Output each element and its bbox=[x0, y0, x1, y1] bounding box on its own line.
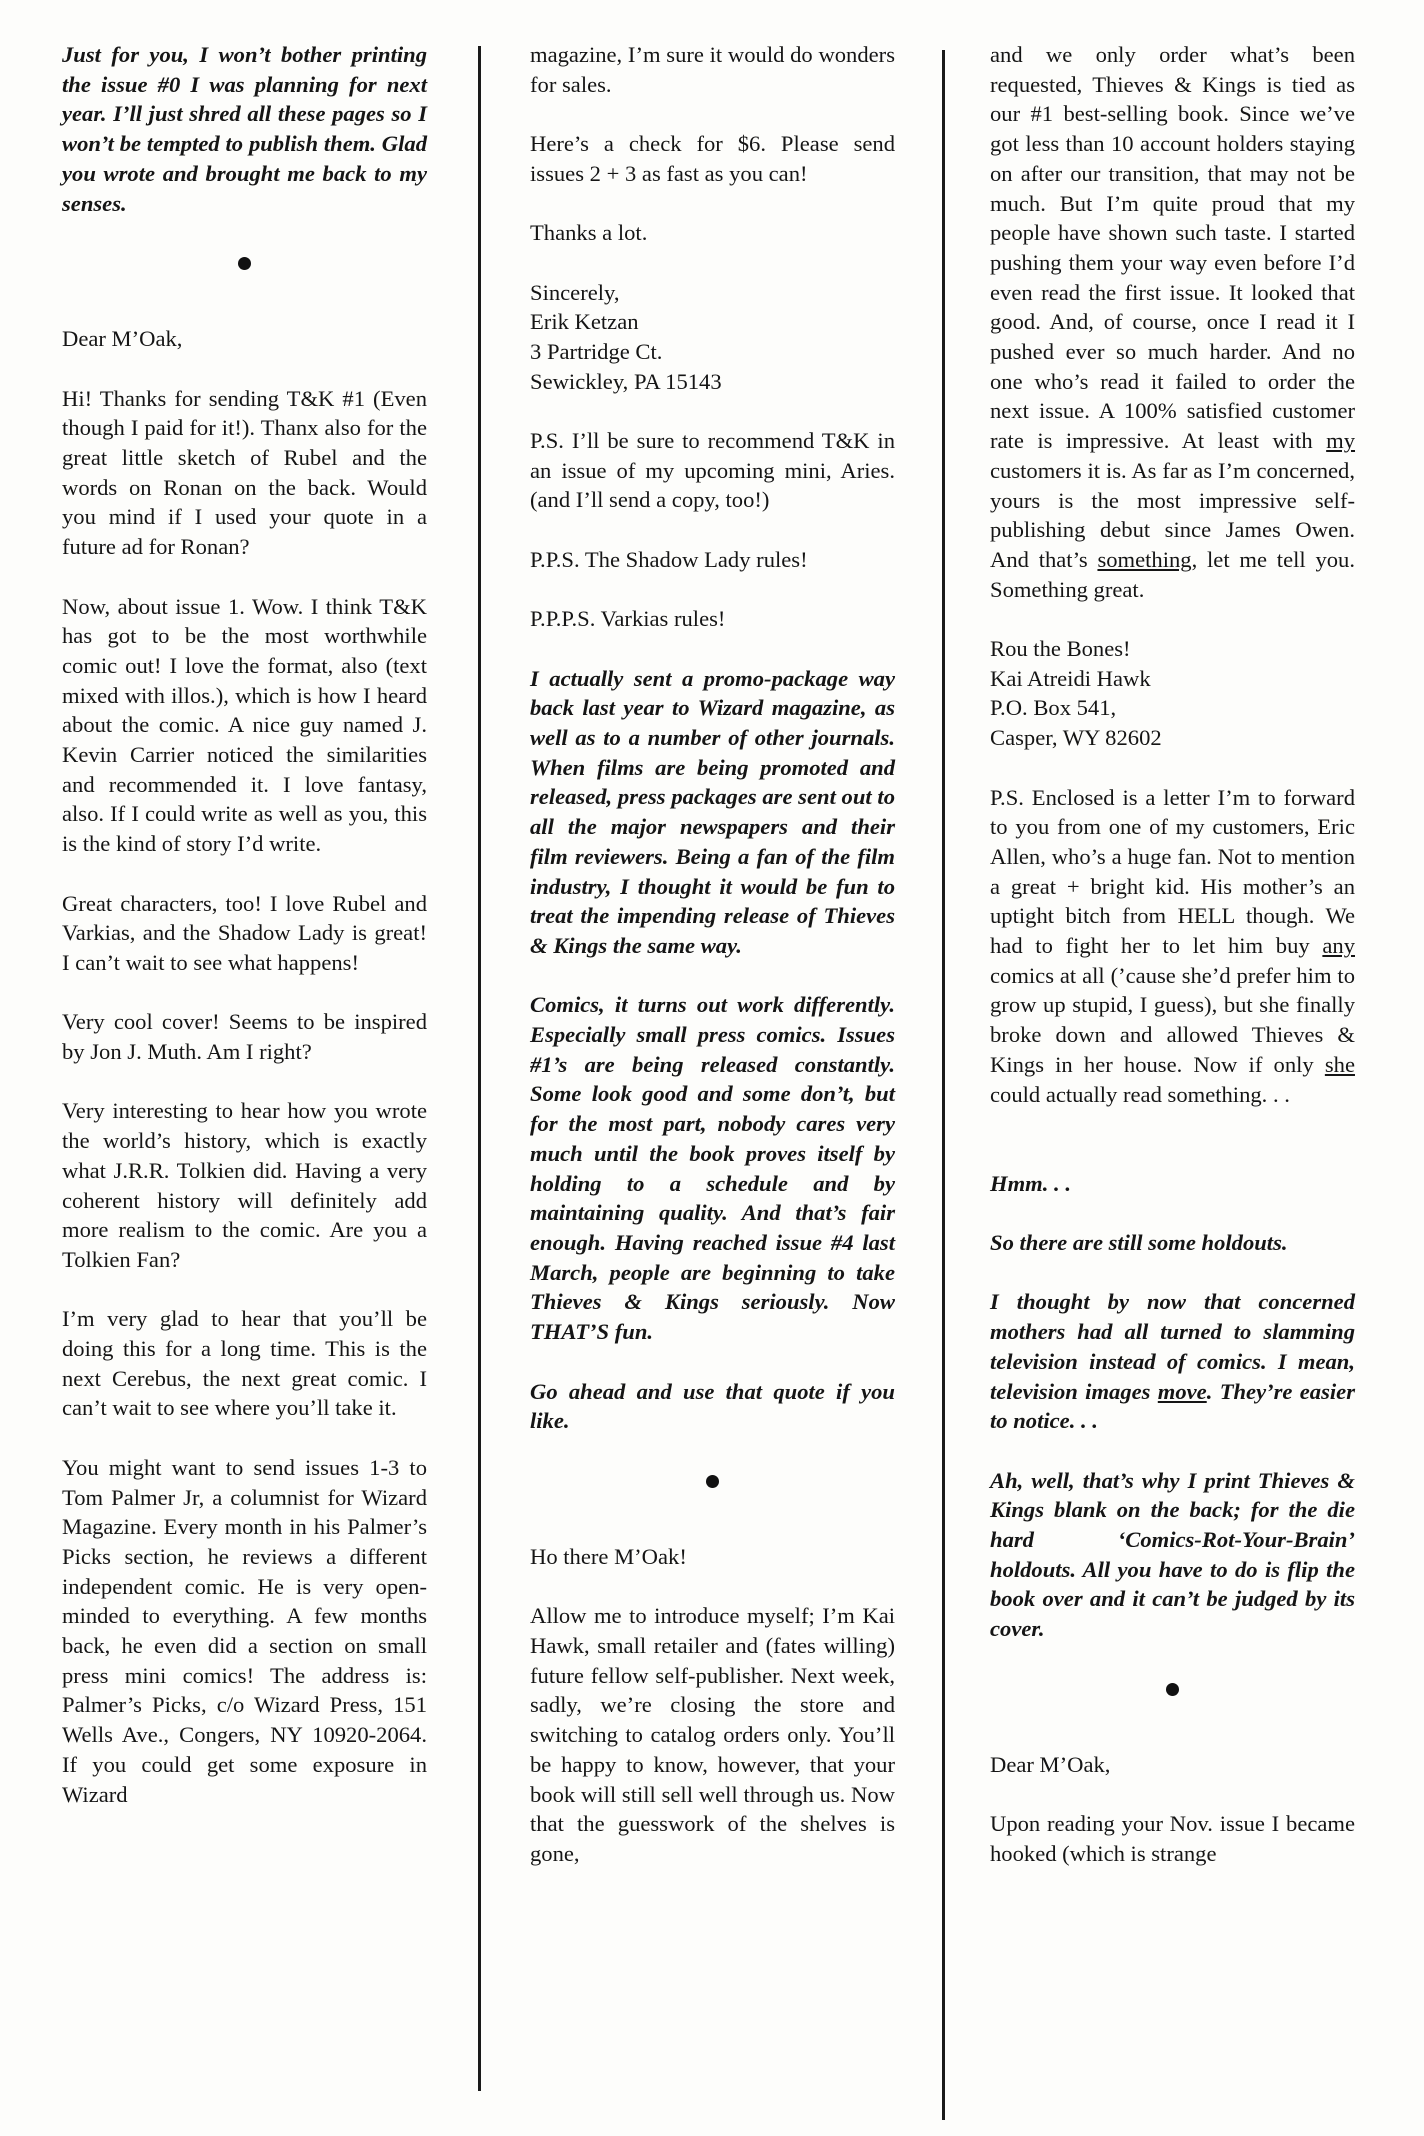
editor-reply: Go ahead and use that quote if you like. bbox=[530, 1378, 895, 1434]
signature-line: Sewickley, PA 15143 bbox=[530, 368, 722, 394]
editor-reply: Comics, it turns out work differently. Especially small press comics. Issues #1’s are being released constantly. Some look good and some don’t, but for the most part, nobody cares very much until the book proves itself by holding to a schedule and by maintaining quality. And that’s fair enough. Having reached issue #4 last March, people are beginning to take Thieves & Kings seriously. Now THAT’S fun. bbox=[530, 992, 895, 1345]
letter-paragraph: and we only order what’s been requested, Thieves & Kings is tied as our #1 best-selling book. Since we’ve got less than 10 account holders staying on after our transition, that may not be much. But I’m quite proud that my people have shown such taste. I started pushing them your way even before I’d even read the first issue. It looked that good. And, of course, once I read it I pushed ever so much harder. And no one who’s read it failed to order the next issue. A 100% satisfied customer rate is impressive. At least with my customers it is. As far as I’m concerned, yours is the most impressive self-publishing debut since James Owen. And that’s something, let me tell you. Something great. bbox=[990, 42, 1356, 602]
letter-greeting: Dear M’Oak, bbox=[990, 1751, 1111, 1777]
signature-line: Casper, WY 82602 bbox=[990, 725, 1162, 751]
letter-signature bbox=[530, 278, 895, 397]
letter-postscript: P.P.P.S. Varkias rules! bbox=[530, 606, 726, 632]
signature-line: Rou the Bones! bbox=[990, 636, 1131, 662]
editor-reply: Hmm. . . bbox=[990, 1170, 1071, 1196]
letter-paragraph: Very interesting to hear how you wrote the world’s history, which is exactly what J.R.R. Tolkien did. Having a very coherent history will definitely add more realism to the comic. Are you a Tolkien Fan? bbox=[62, 1098, 427, 1272]
section-bullet bbox=[530, 1466, 895, 1480]
column-3 bbox=[990, 40, 1355, 1869]
column-2 bbox=[530, 40, 895, 1869]
letter-paragraph: I’m very glad to hear that you’ll be doing this for a long time. This is the next Cerebus, the next great comic. I can’t wait to see where you’ll take it. bbox=[62, 1306, 427, 1421]
letter-paragraph: Very cool cover! Seems to be inspired by Jon J. Muth. Am I right? bbox=[62, 1009, 427, 1065]
editor-reply: I actually sent a promo-package way back last year to Wizard magazine, as well as to a number of other journals. When films are being promoted and released, press packages are sent out to all the major newspapers and their film reviewers. Being a fan of the film industry, I thought it would be fun to treat the impending release of Thieves & Kings the same way. bbox=[530, 665, 895, 958]
letter-paragraph: Hi! Thanks for sending T&K #1 (Even though I paid for it!). Thanx also for the great little sketch of Rubel and the words on Ronan on the back. Would you mind if I used your quote in a future ad for Ronan? bbox=[62, 385, 427, 560]
letter-paragraph: Upon reading your Nov. issue I became hooked (which is strange bbox=[990, 1811, 1355, 1866]
letter-paragraph: Allow me to introduce myself; I’m Kai Hawk, small retailer and (fates willing) future fellow self-publisher. Next week, sadly, we’re closing the store and switching to catalog orders only. You’ll be happy to know, however, that your book will still sell well through us. Now that the guesswork of the shelves is gone, bbox=[530, 1603, 895, 1866]
letter-postscript: P.S. Enclosed is a letter I’m to forward to you from one of my customers, Eric Allen, who’s a huge fan. Not to mention a great + bright kid. His mother’s an uptight bitch from HELL though. We had to fight her to let him buy any comics at all (’cause she’d prefer him to grow up stupid, I guess), but she finally broke down and allowed Thieves & Kings in her house. Now if only she could actually read something. . . bbox=[990, 784, 1355, 1107]
letter-paragraph: You might want to send issues 1-3 to Tom Palmer Jr, a columnist for Wizard Magazine. Every month in his Palmer’s Picks section, he reviews a different independent comic. He is very open-minded to everything. A few months back, he even did a section on small press mini comics! The address is: Palmer’s Picks, c/o Wizard Press, 151 Wells Ave., Congers, NY 10920-2064. If you could get some exposure in Wizard bbox=[62, 1454, 427, 1807]
signature-line: Sincerely, bbox=[530, 279, 620, 305]
column-1 bbox=[62, 40, 427, 1809]
letter-signature bbox=[990, 634, 1355, 753]
signature-line: Erik Ketzan bbox=[530, 309, 639, 335]
column-rule-left bbox=[478, 46, 481, 2091]
letter-paragraph: Great characters, too! I love Rubel and Varkias, and the Shadow Lady is great! I can’t wait to see what happens! bbox=[62, 890, 427, 975]
editor-reply: Ah, well, that’s why I print Thieves & Kings blank on the back; for the die hard ‘Comics-Rot-Your-Brain’ holdouts. All you have to do is flip the book over and it can’t be judged by its cover. bbox=[990, 1467, 1355, 1642]
column-rule-right bbox=[942, 50, 945, 2120]
letter-greeting: Dear M’Oak, bbox=[62, 326, 183, 352]
signature-line: P.O. Box 541, bbox=[990, 695, 1117, 721]
section-bullet bbox=[62, 248, 427, 262]
signature-line: 3 Partridge Ct. bbox=[530, 338, 663, 364]
letter-greeting: Ho there M’Oak! bbox=[530, 1543, 687, 1569]
signature-line: Kai Atreidi Hawk bbox=[990, 665, 1151, 691]
letter-paragraph: Thanks a lot. bbox=[530, 220, 648, 246]
letter-paragraph: Now, about issue 1. Wow. I think T&K has got to be the most worthwhile comic out! I love the format, also (text mixed with illos.), which is how I heard about the comic. A nice guy named J. Kevin Carrier noticed the similarities and recommended it. I love fantasy, also. If I could write as well as you, this is the kind of story I’d write. bbox=[62, 593, 427, 857]
letter-postscript: P.P.S. The Shadow Lady rules! bbox=[530, 546, 808, 572]
section-bullet bbox=[990, 1674, 1355, 1688]
editor-reply: Just for you, I won’t bother printing the issue #0 I was planning for next year. I’ll just shred all these pages so I won’t be tempted to publish them. Glad you wrote and brought me back to my senses. bbox=[62, 42, 427, 216]
letter-paragraph: magazine, I’m sure it would do wonders for sales. bbox=[530, 42, 895, 97]
editor-reply: So there are still some holdouts. bbox=[990, 1230, 1288, 1256]
editor-reply: I thought by now that concerned mothers had all turned to slamming television instead of comics. I mean, television images move. They’re easier to notice. . . bbox=[990, 1289, 1355, 1434]
letter-postscript: P.S. I’ll be sure to recommend T&K in an issue of my upcoming mini, Aries. (and I’ll send a copy, too!) bbox=[530, 428, 895, 513]
letter-paragraph: Here’s a check for $6. Please send issues 2 + 3 as fast as you can! bbox=[530, 131, 895, 186]
